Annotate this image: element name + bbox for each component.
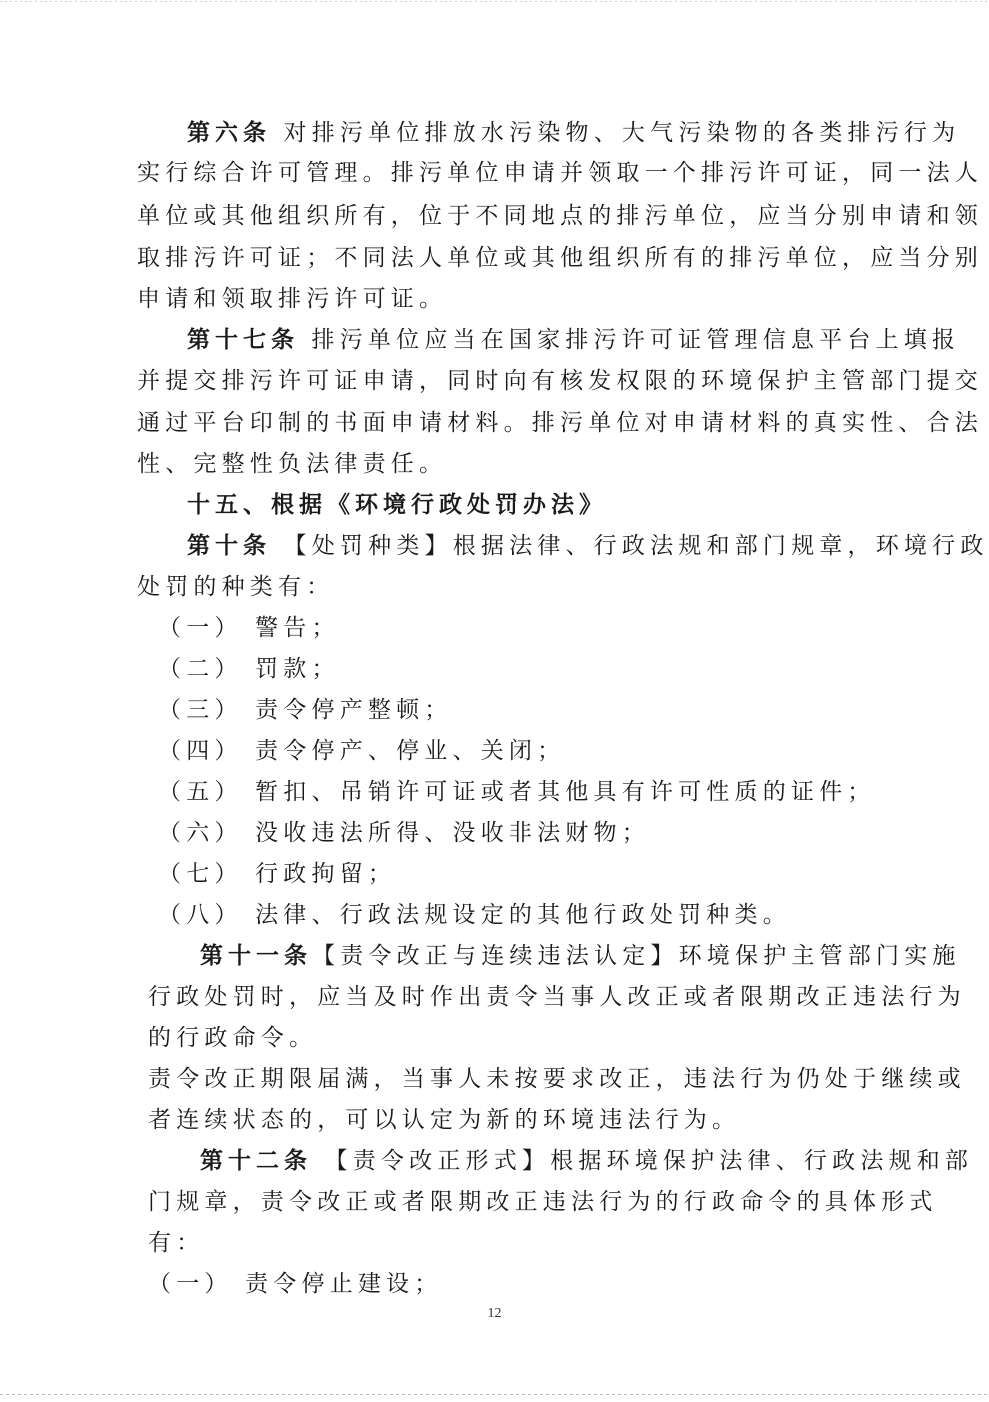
text-line: 者连续状态的，可以认定为新的环境违法行为。 — [148, 1107, 741, 1133]
list-item: （三） 责令停产整顿； — [158, 697, 453, 723]
article-label: 第十条 — [187, 532, 271, 559]
line-text: 【责令改正形式】根据环境保护法律、行政法规和部 — [324, 1148, 974, 1174]
text-line — [187, 325, 960, 355]
text-line: 的行政命令。 — [148, 1025, 318, 1051]
text-line: 并提交排污许可证申请，同时向有核发权限的环境保护主管部门提交 — [137, 368, 983, 394]
scan-edge-top — [0, 1, 989, 2]
text-line: 处罚的种类有： — [137, 574, 335, 600]
list-item: （七） 行政拘留； — [158, 861, 397, 887]
line-text: 【责令改正与连续违法认定】环境保护主管部门实施 — [312, 943, 961, 969]
text-line: 性、完整性负法律责任。 — [137, 451, 448, 477]
section-heading-text: 十五、根据《环境行政处罚办法》 — [187, 491, 607, 518]
text-line: 有： — [148, 1230, 205, 1256]
line-text: 对排污单位排放水污染物、大气污染物的各类排污行为 — [283, 120, 961, 146]
text-line: 单位或其他组织所有，位于不同地点的排污单位，应当分别申请和领 — [137, 203, 983, 229]
line-text: 排污单位应当在国家排污许可证管理信息平台上填报 — [311, 327, 961, 353]
page-number: 12 — [487, 1306, 502, 1321]
line-text: 【处罚种类】根据法律、行政法规和部门规章，环境行政 — [283, 533, 989, 559]
list-item: （一） 警告； — [158, 615, 340, 641]
text-line: 通过平台印制的书面申请材料。排污单位对申请材料的真实性、合法 — [137, 410, 983, 436]
list-item: （六） 没收违法所得、没收非法财物； — [158, 820, 650, 846]
text-line: 责令改正期限届满，当事人未按要求改正，违法行为仍处于继续或 — [148, 1066, 966, 1092]
list-item: （四） 责令停产、停业、关闭； — [158, 738, 566, 764]
section-heading — [187, 490, 607, 520]
list-item: （二） 罚款； — [158, 656, 340, 682]
text-line — [187, 531, 989, 561]
text-line — [200, 941, 961, 971]
list-item: （八） 法律、行政法规设定的其他行政处罚种类。 — [158, 902, 791, 928]
text-line — [200, 1146, 973, 1176]
scan-edge-bottom — [0, 1394, 989, 1395]
text-line: 行政处罚时，应当及时作出责令当事人改正或者限期改正违法行为 — [148, 984, 966, 1010]
list-item: （五） 暂扣、吊销许可证或者其他具有许可性质的证件； — [158, 779, 876, 805]
article-label: 第十一条 — [200, 942, 312, 969]
text-line: 实行综合许可管理。排污单位申请并领取一个排污许可证，同一法人 — [137, 160, 983, 186]
article-label: 第十二条 — [200, 1147, 312, 1174]
text-line: 申请和领取排污许可证。 — [137, 286, 448, 312]
article-label: 第十七条 — [187, 326, 299, 353]
article-label: 第六条 — [187, 119, 271, 146]
text-line: 门规章，责令改正或者限期改正违法行为的行政命令的具体形式 — [148, 1189, 938, 1215]
text-line — [187, 118, 960, 148]
text-line: 取排污许可证；不同法人单位或其他组织所有的排污单位，应当分别 — [137, 245, 983, 271]
list-item: （一） 责令停止建设； — [148, 1271, 443, 1297]
